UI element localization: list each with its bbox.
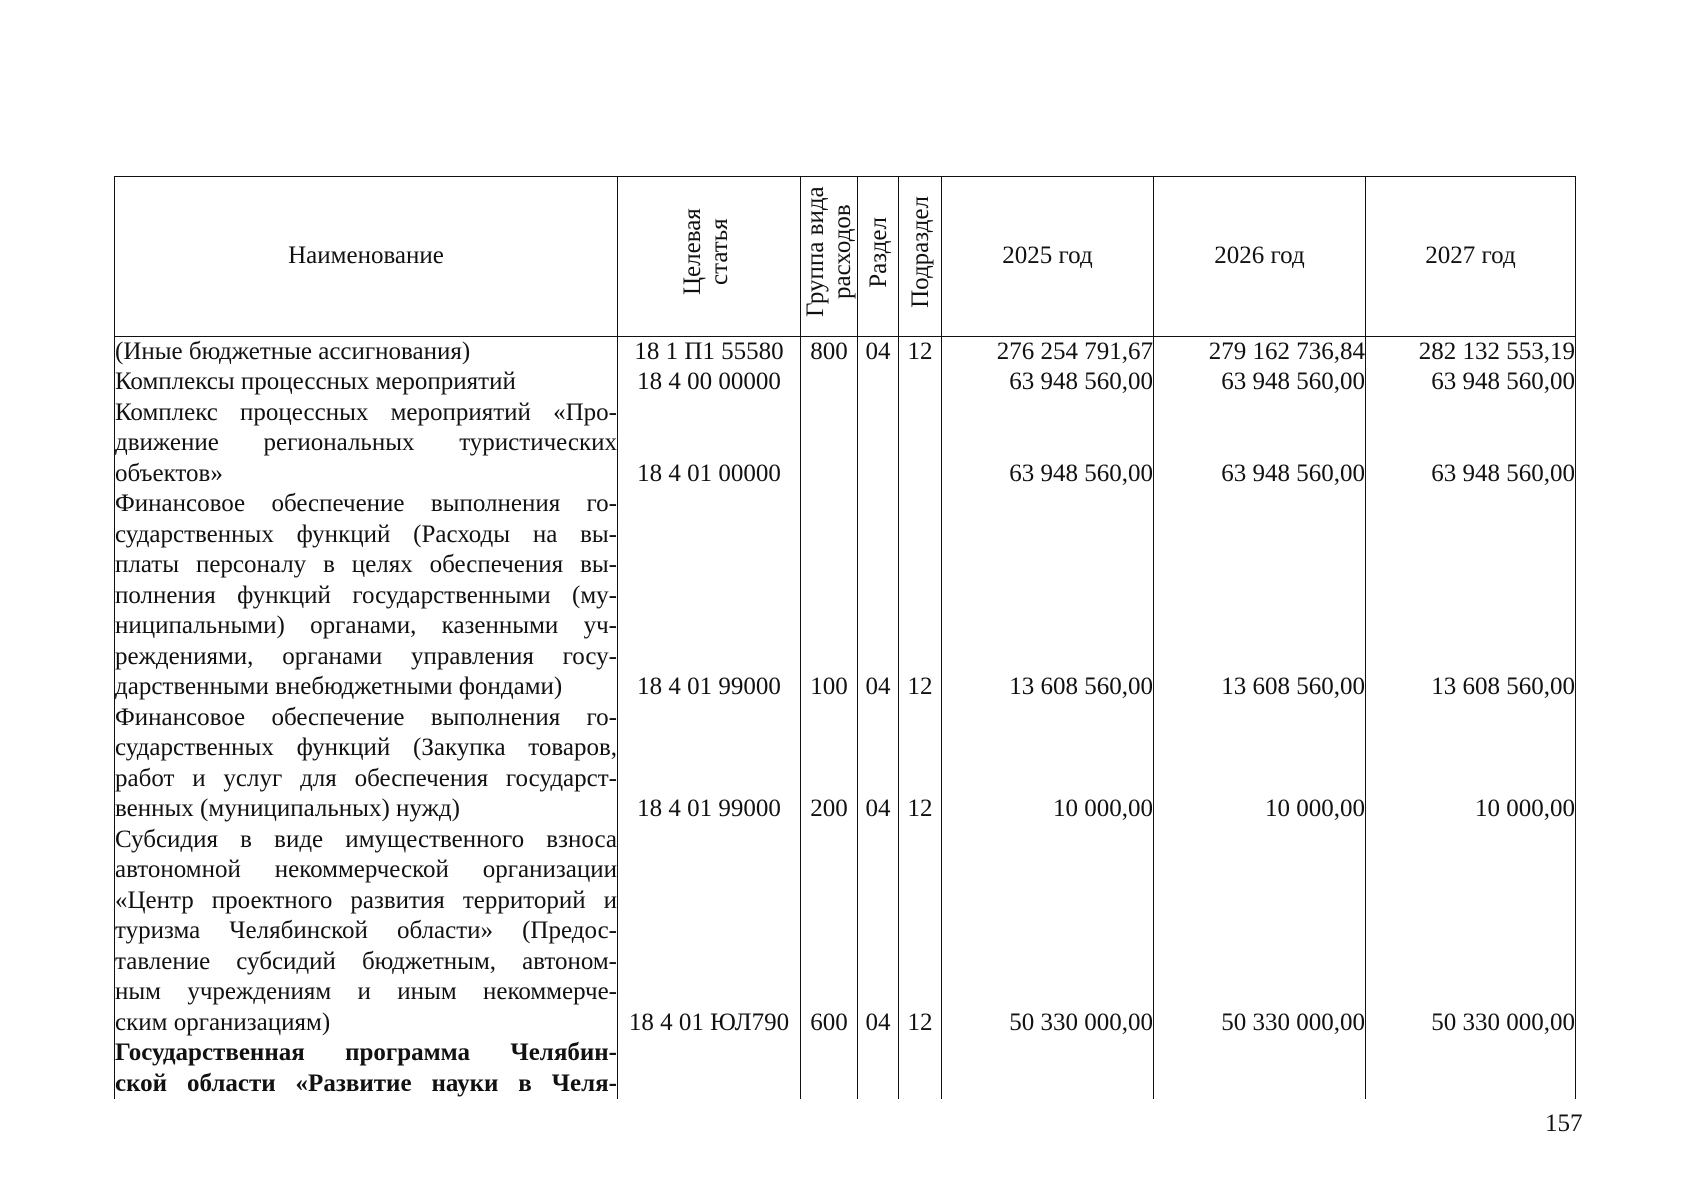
header-section: Раздел bbox=[858, 177, 899, 337]
header-target-article: Целевая статья bbox=[618, 177, 801, 337]
row-name-line: сударственных функций (Расходы на вы- bbox=[115, 520, 617, 548]
row-value-2026: 10 000,00 bbox=[1154, 703, 1366, 825]
row-target-article: 18 4 00 00000 bbox=[618, 367, 801, 398]
row-name bbox=[115, 398, 618, 490]
header-name: Наименование bbox=[115, 177, 618, 337]
header-2027: 2027 год bbox=[1366, 177, 1576, 337]
row-name-line: Комплексы процессных мероприятий bbox=[115, 368, 516, 395]
row-name-line: реждениями, органами управления госу- bbox=[115, 642, 617, 670]
row-target-article: 18 4 01 00000 bbox=[618, 398, 801, 490]
row-subsection bbox=[899, 398, 942, 490]
row-value-2027: 282 132 553,19 bbox=[1366, 336, 1576, 367]
row-subsection: 12 bbox=[899, 336, 942, 367]
table-row bbox=[115, 398, 1576, 490]
row-value-2026: 63 948 560,00 bbox=[1154, 367, 1366, 398]
row-name-line: Субсидия в виде имущественного взноса bbox=[115, 825, 617, 853]
row-value-2025 bbox=[942, 1038, 1154, 1099]
row-name-line: тавление субсидий бюджетным, автоном- bbox=[115, 947, 617, 975]
row-expense-group bbox=[801, 1038, 858, 1099]
row-name-line: движение региональных туристических bbox=[115, 429, 617, 456]
row-name-line: работ и услуг для обеспечения государст- bbox=[115, 764, 617, 792]
row-value-2027: 63 948 560,00 bbox=[1366, 398, 1576, 490]
row-section: 04 bbox=[858, 489, 899, 703]
row-name-line: ским организациям) bbox=[115, 1008, 331, 1036]
table-body bbox=[115, 336, 1576, 1099]
row-name bbox=[115, 825, 618, 1039]
header-row bbox=[115, 177, 1576, 337]
row-target-article: 18 1 П1 55580 bbox=[618, 336, 801, 367]
row-value-2027 bbox=[1366, 1038, 1576, 1099]
row-subsection: 12 bbox=[899, 489, 942, 703]
row-target-article: 18 4 01 99000 bbox=[618, 489, 801, 703]
table-row bbox=[115, 703, 1576, 825]
row-value-2027: 10 000,00 bbox=[1366, 703, 1576, 825]
row-name-line: сударственных функций (Закупка товаров, bbox=[115, 734, 617, 761]
row-name-line: полнения функций государственными (му- bbox=[115, 581, 617, 609]
table-row bbox=[115, 1038, 1576, 1099]
row-expense-group: 800 bbox=[801, 336, 858, 367]
header-subsection: Подраздел bbox=[899, 177, 942, 337]
row-section bbox=[858, 367, 899, 398]
row-value-2025: 63 948 560,00 bbox=[942, 398, 1154, 490]
row-section: 04 bbox=[858, 825, 899, 1039]
table-row bbox=[115, 825, 1576, 1039]
row-name-line: дарственными внебюджетными фондами) bbox=[115, 673, 563, 700]
table-row bbox=[115, 489, 1576, 703]
row-value-2025: 276 254 791,67 bbox=[942, 336, 1154, 367]
row-value-2026: 13 608 560,00 bbox=[1154, 489, 1366, 703]
row-value-2027: 63 948 560,00 bbox=[1366, 367, 1576, 398]
row-expense-group: 600 bbox=[801, 825, 858, 1039]
row-name bbox=[115, 1038, 618, 1099]
row-value-2025: 10 000,00 bbox=[942, 703, 1154, 825]
row-name-line: Финансовое обеспечение выполнения го- bbox=[115, 703, 617, 731]
row-value-2025: 50 330 000,00 bbox=[942, 825, 1154, 1039]
row-name-line: «Центр проектного развития территорий и bbox=[115, 886, 617, 914]
row-value-2027: 50 330 000,00 bbox=[1366, 825, 1576, 1039]
row-subsection: 12 bbox=[899, 825, 942, 1039]
row-value-2026: 279 162 736,84 bbox=[1154, 336, 1366, 367]
row-value-2025: 13 608 560,00 bbox=[942, 489, 1154, 703]
row-section bbox=[858, 398, 899, 490]
row-name-line: (Иные бюджетные ассигнования) bbox=[115, 337, 471, 365]
row-expense-group bbox=[801, 367, 858, 398]
row-name bbox=[115, 336, 618, 367]
row-subsection bbox=[899, 1038, 942, 1099]
row-section bbox=[858, 1038, 899, 1099]
row-value-2027: 13 608 560,00 bbox=[1366, 489, 1576, 703]
row-target-article: 18 4 01 99000 bbox=[618, 703, 801, 825]
row-target-article bbox=[618, 1038, 801, 1099]
row-name-line: венных (муниципальных) нужд) bbox=[115, 795, 460, 822]
row-name-line: ным учреждениям и иным некоммерче- bbox=[115, 978, 617, 1005]
row-expense-group: 100 bbox=[801, 489, 858, 703]
header-2025: 2025 год bbox=[942, 177, 1154, 337]
row-name bbox=[115, 367, 618, 398]
row-section: 04 bbox=[858, 336, 899, 367]
row-name bbox=[115, 703, 618, 825]
header-2026: 2026 год bbox=[1154, 177, 1366, 337]
page-number: 157 bbox=[1545, 1110, 1583, 1137]
row-value-2026: 63 948 560,00 bbox=[1154, 398, 1366, 490]
row-name-line: Комплекс процессных мероприятий «Про- bbox=[115, 398, 617, 426]
row-value-2025: 63 948 560,00 bbox=[942, 367, 1154, 398]
row-value-2026 bbox=[1154, 1038, 1366, 1099]
row-subsection: 12 bbox=[899, 703, 942, 825]
row-target-article: 18 4 01 ЮЛ790 bbox=[618, 825, 801, 1039]
row-name-line: туризма Челябинской области» (Предос- bbox=[115, 917, 617, 944]
row-name-line: Финансовое обеспечение выполнения го- bbox=[115, 490, 617, 517]
table-row bbox=[115, 367, 1576, 398]
row-value-2026: 50 330 000,00 bbox=[1154, 825, 1366, 1039]
row-name-line: ской области «Развитие науки в Челя- bbox=[115, 1069, 617, 1097]
row-name-line: автономной некоммерческой организации bbox=[115, 856, 617, 883]
row-name-line: объектов» bbox=[115, 459, 223, 487]
row-expense-group: 200 bbox=[801, 703, 858, 825]
row-name-line: ниципальными) органами, казенными уч- bbox=[115, 612, 617, 639]
budget-table bbox=[114, 176, 1576, 1099]
row-name-line: платы персоналу в целях обеспечения вы- bbox=[115, 551, 617, 578]
header-expense-group: Группа вида расходов bbox=[801, 177, 858, 337]
row-expense-group bbox=[801, 398, 858, 490]
row-subsection bbox=[899, 367, 942, 398]
row-section: 04 bbox=[858, 703, 899, 825]
row-name-line: Государственная программа Челябин- bbox=[115, 1039, 617, 1066]
table-row bbox=[115, 336, 1576, 367]
row-name bbox=[115, 489, 618, 703]
